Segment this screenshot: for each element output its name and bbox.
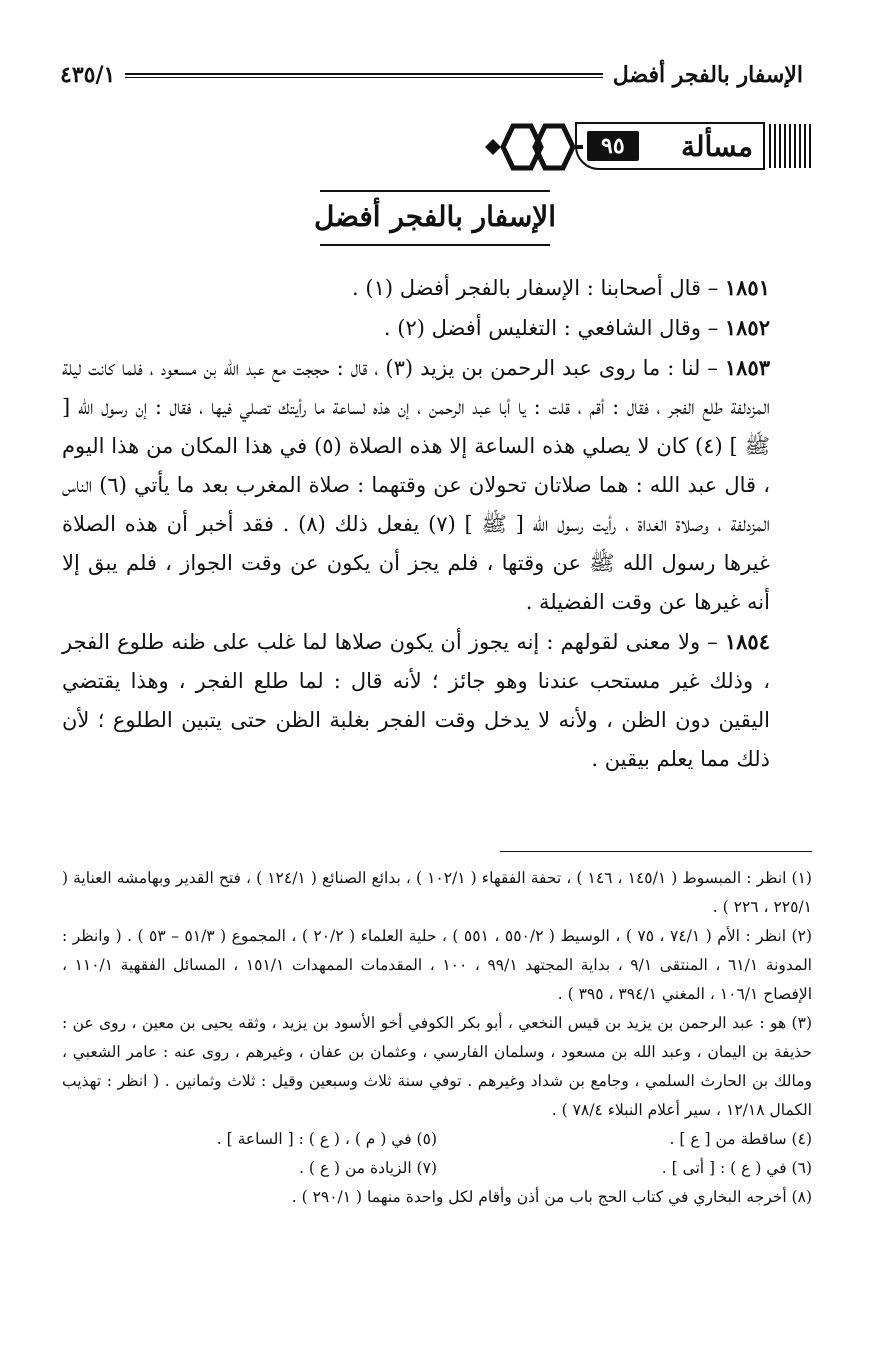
footnote-3: (٣) هو : عبد الرحمن بن يزيد بن قيس النخعي ، أبو بكر الكوفي أخو الأسود بن يزيد ، وثقه يحيى بن معين ، روى عن : حذيفة بن اليمان ، وعبد الله بن مسعود ، وسلمان الفارسي ، وعثمان بن عفان ، وغيرهم ، روى عنه : عامر الشعبي ، ومالك بن الحارث السلمي ، وجامع بن شداد وغيرهم . توفي سنة ثلاث وسبعين وقيل : ثلاث وثمانين . ( انظر : تهذيب الكمال ١٢/١٨ ، سير أعلام النبلاء ٧٨/٤ ) . bbox=[62, 1014, 812, 1119]
paragraph-text: – ولا معنى لقولهم : إنه يجوز أن يكون صلاها لما غلب على ظنه طلوع الفجر ، وذلك غير مستحب عندنا وهو جائز ؛ لأنه قال : لما طلع الفجر ، وهذا يقتضي اليقين دون الظن ، ولأنه لا يدخل وقت الفجر بغلبة الظن حتى يتبين الطلوع ؛ لأن ذلك مما يعلم بيقين . bbox=[62, 630, 770, 771]
masala-label-box bbox=[575, 122, 765, 170]
page-number: ٤٣٥/١ bbox=[60, 62, 116, 88]
masala-label: مسألة bbox=[680, 129, 753, 163]
paragraph-number: ١٨٥٣ bbox=[724, 355, 771, 380]
footnote-5: (٥) في ( م ) ، ( ع ) : [ الساعة ] . bbox=[216, 1130, 437, 1148]
footnote-7: (٧) الزيادة من ( ع ) . bbox=[298, 1159, 437, 1177]
paragraph-text: – لنا : ما روى عبد الرحمن بن يزيد (٣) ، قال : حججت مع عبد الله بن مسعود ، فلما كانت ليلة المزدلفة طلع الفجر ، فقال : أقم ، قلت : يا أبا عبد الرحمن ، إن هذه لساعة ما رأيتك تصلي فيها ، فقال : إن رسول الله [ ﷺ ] (٤) كان لا يصلي هذه الساعة إلا هذه الصلاة (٥) في هذا المكان من هذا اليوم ، قال عبد الله : هما صلاتان تحولان عن وقتهما : صلاة المغرب بعد ما يأتي (٦) الناس المزدلفة ، وصلاة الغداة ، رأيت رسول الله [ ﷺ ] (٧) يفعل ذلك (٨) . فقد أخبر أن هذه الصلاة غيرها رسول الله ﷺ عن وقتها ، فلم يجز أن يكون عن وقت الجواز ، فلم يبق إلا أنه غيرها عن وقت الفضيلة . bbox=[62, 356, 770, 614]
footnote-row-4-5 bbox=[62, 1125, 812, 1154]
header-rule bbox=[125, 73, 602, 78]
footnote-row-6-7 bbox=[62, 1154, 812, 1183]
paragraph-number: ١٨٥١ bbox=[724, 275, 770, 300]
paragraph-number: ١٨٥٢ bbox=[724, 315, 770, 340]
paragraph-1851 bbox=[62, 268, 812, 308]
paragraph-text: – قال أصحابنا : الإسفار بالفجر أفضل (١) . bbox=[352, 276, 725, 300]
paragraph-1854 bbox=[62, 622, 812, 779]
masala-banner bbox=[483, 118, 813, 176]
paragraph-1853 bbox=[62, 348, 812, 622]
running-header bbox=[60, 58, 803, 92]
body-text bbox=[62, 268, 812, 779]
footnote-6: (٦) في ( ع ) : [ أتى ] . bbox=[661, 1159, 812, 1177]
title-underline bbox=[320, 244, 550, 246]
footnote-2: (٢) انظر : الأم ( ٧٤/١ ، ٧٥ ) ، الوسيط ( ٥٥٠/٢ ، ٥٥١ ) ، حلية العلماء ( ٢٠/٢ ) ، المجموع ( ٥١/٣ – ٥٣ ) . ( وانظر : المدونة ٦١/١ ، المنتقى ٩/١ ، بداية المجتهد ٩٩/١ ، ١٠٠ ، المقدمات الممهدات ١٥١/١ ، المسائل الفقهية ١١٠/١ ، الإفصاح ١٠٦/١ ، المغني ٣٩٤/١ ، ٣٩٥ ) . bbox=[62, 927, 812, 1003]
masala-number: ٩٥ bbox=[587, 131, 639, 161]
footnote-separator bbox=[500, 851, 812, 852]
paragraph-number: ١٨٥٤ bbox=[724, 629, 770, 654]
section-title: الإسفار بالفجر أفضل bbox=[313, 200, 557, 233]
title-top-rule bbox=[320, 190, 550, 192]
vertical-bars-ornament bbox=[767, 124, 813, 168]
paragraph-text: – وقال الشافعي : التغليس أفضل (٢) . bbox=[383, 316, 725, 340]
footnote-8: (٨) أخرجه البخاري في كتاب الحج باب من أذن وأقام لكل واحدة منهما ( ٢٩٠/١ ) . bbox=[291, 1188, 812, 1206]
running-title: الإسفار بالفجر أفضل bbox=[612, 62, 803, 88]
geometric-ornament bbox=[483, 118, 583, 176]
paragraph-1852 bbox=[62, 308, 812, 348]
footnotes bbox=[62, 864, 812, 1212]
footnote-1: (١) انظر : المبسوط ( ١٤٥/١ ، ١٤٦ ) ، تحفة الفقهاء ( ١٠٢/١ ) ، بدائع الصنائع ( ١٢٤/١ ) ، فتح القدير وبهامشه العناية ( ٢٢٥/١ ، ٢٢٦ ) . bbox=[62, 869, 812, 916]
footnote-4: (٤) ساقطة من [ ع ] . bbox=[669, 1130, 812, 1148]
